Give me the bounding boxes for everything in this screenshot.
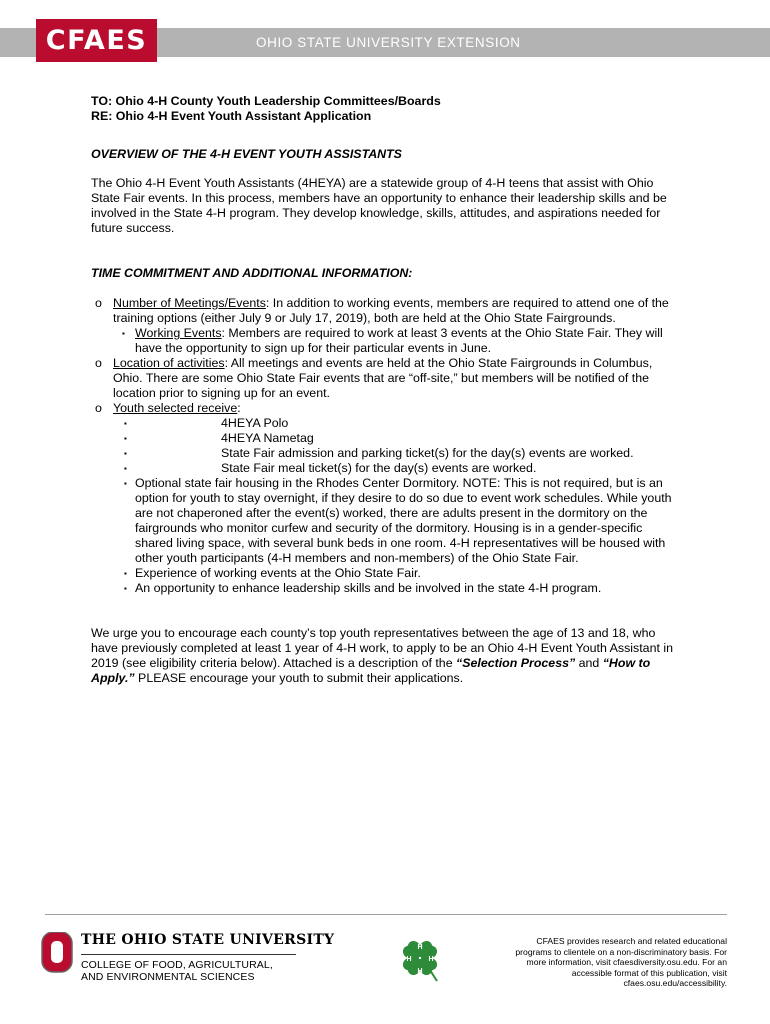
list-item	[113, 566, 681, 581]
square-bullet: ▪	[124, 449, 127, 458]
receive-colon: :	[237, 401, 241, 415]
receive-item-text: 4HEYA Polo	[221, 416, 289, 430]
college-line-1: COLLEGE OF FOOD, AGRICULTURAL,	[81, 959, 273, 971]
square-bullet: ▪	[124, 479, 127, 488]
memo-re: RE: Ohio 4-H Event Youth Assistant Application	[91, 109, 372, 123]
clover-letter: H	[417, 968, 423, 975]
working-events-label: Working Events	[135, 326, 222, 340]
square-bullet: ▪	[124, 584, 127, 593]
meetings-text: : In addition to working events, members are required to attend one of the training options (either July 9 or July 17, 2019), both are held at the Ohio State Fairgrounds.	[113, 296, 669, 325]
clover-letter: H	[428, 956, 434, 963]
list-item	[113, 476, 681, 566]
osu-name: THE OHIO STATE UNIVERSITY	[81, 932, 335, 948]
list-marker: o	[95, 296, 102, 310]
extension-title: OHIO STATE UNIVERSITY EXTENSION	[256, 35, 521, 50]
receive-sublist	[113, 416, 681, 596]
clover-letter: H	[417, 944, 423, 951]
info-list	[91, 296, 681, 596]
memo-to: TO: Ohio 4-H County Youth Leadership Committees/Boards	[91, 94, 441, 108]
urge-closing-text: PLEASE encourage your youth to submit their applications.	[134, 671, 464, 685]
receive-label: Youth selected receive	[113, 401, 238, 415]
square-bullet: ▪	[124, 434, 127, 443]
footer-divider	[45, 914, 727, 915]
list-item	[113, 461, 681, 476]
receive-item-text: 4HEYA Nametag	[221, 431, 314, 445]
college-line-2: AND ENVIRONMENTAL SCIENCES	[81, 971, 255, 983]
memo-body	[91, 94, 681, 686]
four-h-clover-icon	[397, 935, 443, 983]
list-item-location	[91, 356, 681, 401]
time-commitment-heading: TIME COMMITMENT AND ADDITIONAL INFORMATION:	[91, 266, 413, 280]
receive-item-text: State Fair meal ticket(s) for the day(s) events are worked.	[221, 461, 537, 475]
nondiscrimination-disclaimer: CFAES provides research and related educational programs to clientele on a non-discriminatory basis. For more information, visit cfaesdiversity.osu.edu. For an accessible format of this publication, visit cfaes.osu.edu/accessibility.	[515, 936, 727, 988]
osu-college	[81, 959, 273, 983]
list-item	[113, 416, 681, 431]
receive-item-text: Optional state fair housing in the Rhodes Center Dormitory. NOTE: This is not required, but is an option for youth to stay overnight, if they desire to do so due to event work schedules. While youth are not chaperoned after the event(s) worked, there are adults present in the dormitory on the fairgrounds who monitor curfew and security of the dormitory. Housing is in a gender-specific shared living space, with several bunk beds in one room. 4-H representatives will be housed with other youth participants (4-H members and non-members) of the Ohio State Fair.	[135, 476, 672, 565]
list-marker: o	[95, 356, 102, 370]
meetings-sublist	[113, 326, 681, 356]
urge-paragraph	[91, 626, 681, 686]
clover-letter: H	[406, 956, 412, 963]
list-marker: o	[95, 401, 102, 415]
square-bullet: ▪	[122, 329, 125, 338]
list-item-working-events	[113, 326, 681, 356]
cfaes-logo-text: CFAES	[45, 25, 148, 56]
urge-and: and	[575, 656, 603, 670]
list-item	[113, 431, 681, 446]
urge-text: We urge you to encourage each county’s top youth representatives between the age of 13 and 18, who have previously completed at least 1 year of 4-H work, to apply to be an Ohio 4-H Event Youth Assistant in 2019 (see eligibility criteria below). Attached is a description of the	[91, 626, 673, 670]
overview-text: The Ohio 4-H Event Youth Assistants (4HEYA) are a statewide group of 4-H teens that assist with Ohio State Fair events. In this process, members have an opportunity to enhance their leadership skills and be involved in the State 4-H program. They develop knowledge, skills, attitudes, and aspirations needed for future success.	[91, 176, 667, 235]
square-bullet: ▪	[124, 569, 127, 578]
square-bullet: ▪	[124, 464, 127, 473]
meetings-label: Number of Meetings/Events	[113, 296, 266, 310]
list-item-meetings	[91, 296, 681, 356]
working-events-text: : Members are required to work at least 3 events at the Ohio State Fair. They will have the opportunity to sign up for their particular events in June.	[135, 326, 663, 355]
selection-process-phrase: “Selection Process”	[456, 656, 576, 670]
receive-item-text: State Fair admission and parking ticket(s) for the day(s) events are worked.	[221, 446, 634, 460]
square-bullet: ▪	[124, 419, 127, 428]
list-item-receive	[91, 401, 681, 596]
how-to-apply-phrase: “How to Apply.”	[91, 656, 651, 685]
overview-heading: OVERVIEW OF THE 4-H EVENT YOUTH ASSISTANTS	[91, 147, 402, 161]
list-item	[113, 446, 681, 461]
receive-item-text: An opportunity to enhance leadership skills and be involved in the state 4-H program.	[135, 581, 602, 595]
list-item	[113, 581, 681, 596]
osu-name-rule	[81, 954, 296, 955]
location-text: : All meetings and events are held at the Ohio State Fairgrounds in Columbus, Ohio. There are some Ohio State Fair events that are “off-site,” but members will be notified of the location prior to signing up for an event.	[113, 356, 653, 400]
receive-item-text: Experience of working events at the Ohio State Fair.	[135, 566, 421, 580]
cfaes-logo	[36, 19, 157, 62]
location-label: Location of activities	[113, 356, 225, 370]
